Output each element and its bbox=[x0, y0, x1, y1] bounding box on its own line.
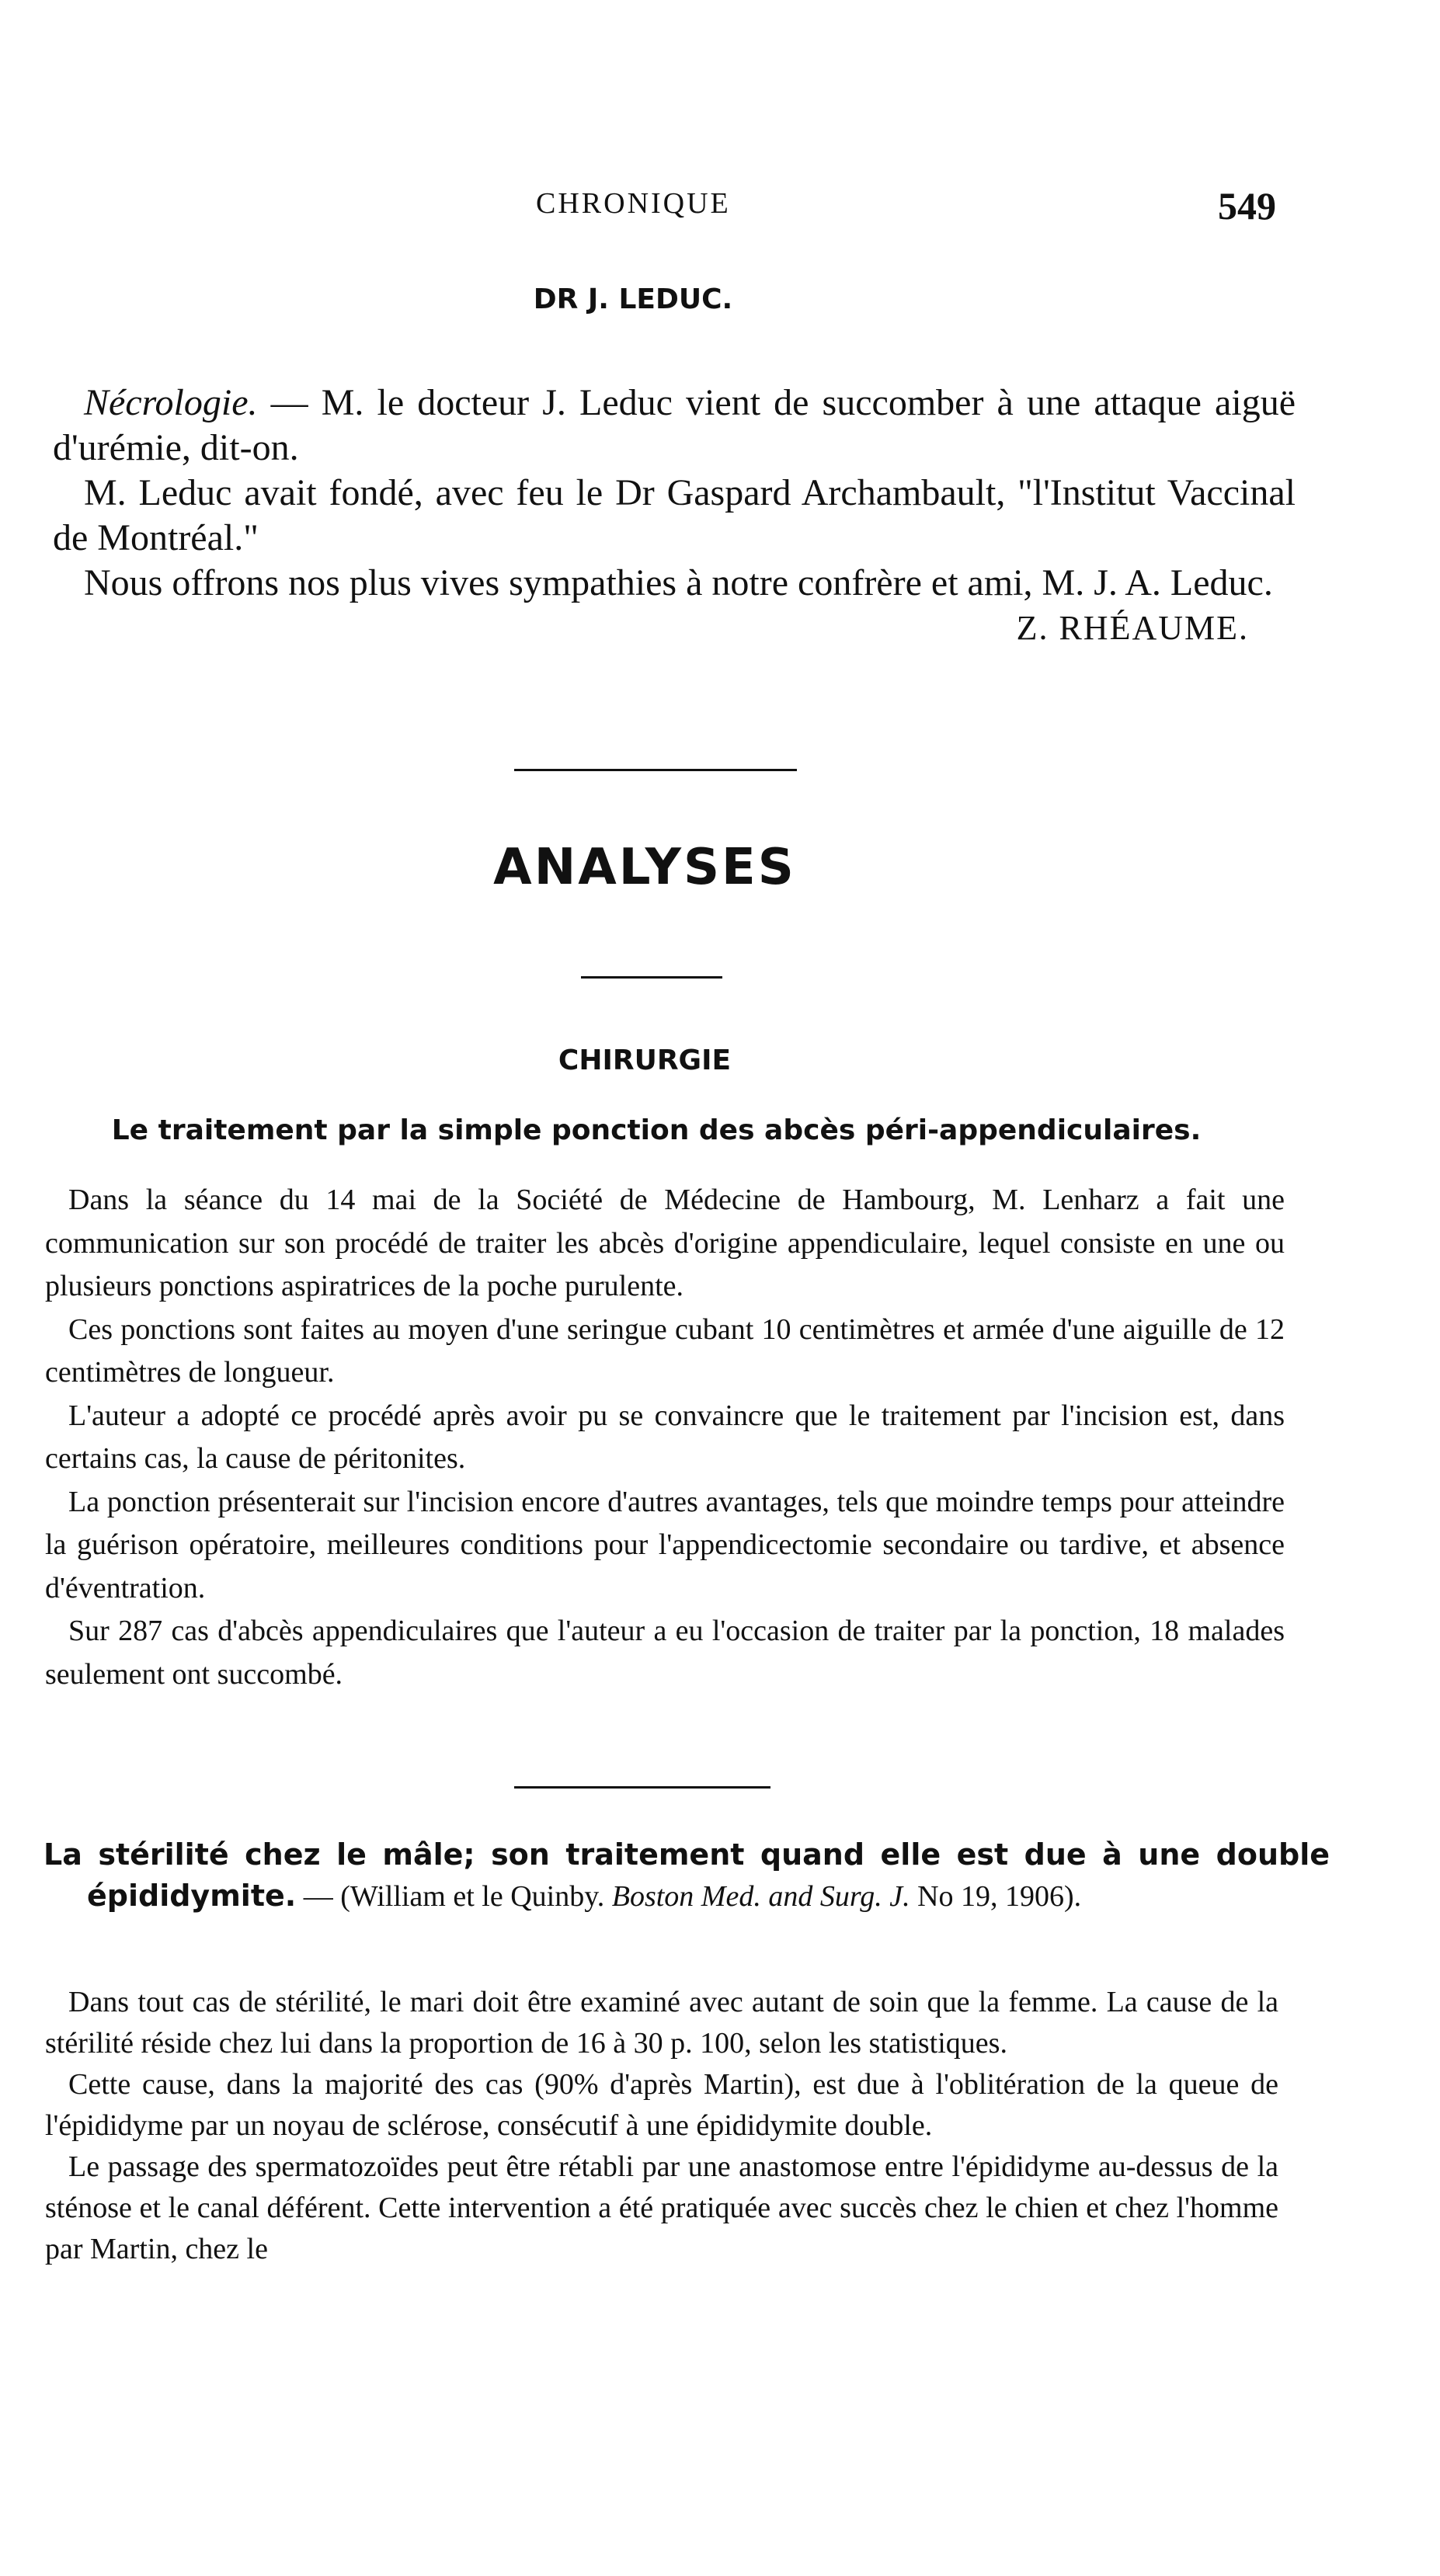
article-reference-tail: No 19, 1906). bbox=[910, 1880, 1082, 1913]
running-head: CHRONIQUE bbox=[536, 187, 731, 220]
short-divider bbox=[581, 976, 722, 979]
obituary-text bbox=[53, 381, 1296, 651]
journal-name: Boston Med. and Surg. J. bbox=[611, 1880, 910, 1913]
paragraph: Dans tout cas de stérilité, le mari doit être examiné avec autant de soin que la femme. La cause de la stérilité réside chez lui dans la proportion de 16 à 30 p. 100, selon les statistiques. bbox=[45, 1986, 1278, 2060]
subsection-title: CHIRURGIE bbox=[558, 1045, 732, 1076]
obituary-heading: DR J. LEDUC. bbox=[533, 283, 733, 315]
paragraph: Dans la séance du 14 mai de la Société de Médecine de Hambourg, M. Lenharz a fait une communication sur son procédé de traiter les abcès d'origine appendiculaire, lequel consiste en une ou plusieurs ponctions aspiratrices de la poche purulente. bbox=[45, 1184, 1285, 1302]
paragraph: La ponction présenterait sur l'incision encore d'autres avantages, tels que moindre temps pour atteindre la guérison opératoire, meilleures conditions pour l'appendicectomie secondaire ou tardive, et absence d'éventration. bbox=[45, 1485, 1285, 1604]
article-title: Le traitement par la simple ponction des abcès péri-appendiculaires. bbox=[111, 1114, 1202, 1146]
article-body bbox=[45, 1179, 1285, 1696]
section-title: ANALYSES bbox=[493, 839, 796, 896]
section-divider bbox=[514, 769, 797, 771]
obituary-paragraph: M. Leduc avait fondé, avec feu le Dr Gaspard Archambault, "l'Institut Vaccinal de Montréal." bbox=[53, 472, 1296, 558]
paragraph: Sur 287 cas d'abcès appendiculaires que l'auteur a eu l'occasion de traiter par la ponction, 18 malades seulement ont succombé. bbox=[45, 1615, 1285, 1691]
paragraph: L'auteur a adopté ce procédé après avoir pu se convaincre que le traitement par l'incision est, dans certains cas, la cause de péritonites. bbox=[45, 1399, 1285, 1475]
paragraph: Ces ponctions sont faites au moyen d'une seringue cubant 10 centimètres et armée d'une aiguille de 12 centimètres de longueur. bbox=[45, 1312, 1285, 1389]
article-body bbox=[45, 1982, 1278, 2270]
necrology-label: Nécrologie. bbox=[84, 382, 258, 423]
signature: Z. RHÉAUME. bbox=[1016, 609, 1249, 647]
obituary-paragraph: Nous offrons nos plus vives sympathies à notre confrère et ami, M. J. A. Leduc. bbox=[84, 562, 1273, 603]
article-title bbox=[43, 1834, 1330, 1917]
page-number: 549 bbox=[1218, 184, 1276, 228]
paragraph: Le passage des spermatozoïdes peut être rétabli par une anastomose entre l'épididyme au-dessus de la sténose et le canal déférent. Cette intervention a été pratiquée avec succès chez le chien et chez l'homme par Martin, chez le bbox=[45, 2150, 1278, 2265]
obituary-paragraph: Nécrologie. — M. le docteur J. Leduc vient de succomber à une attaque aiguë d'urémie, dit-on. bbox=[53, 382, 1296, 468]
article-divider bbox=[514, 1786, 770, 1789]
article-reference: — (William et le Quinby. bbox=[296, 1880, 612, 1913]
paragraph: Cette cause, dans la majorité des cas (90% d'après Martin), est due à l'oblitération de la queue de l'épididyme par un noyau de sclérose, consécutif à une épididymite double. bbox=[45, 2068, 1278, 2142]
article-title-text: La stérilité chez le mâle; son traitement quand elle est due à une double épididymite. bbox=[43, 1837, 1330, 1913]
